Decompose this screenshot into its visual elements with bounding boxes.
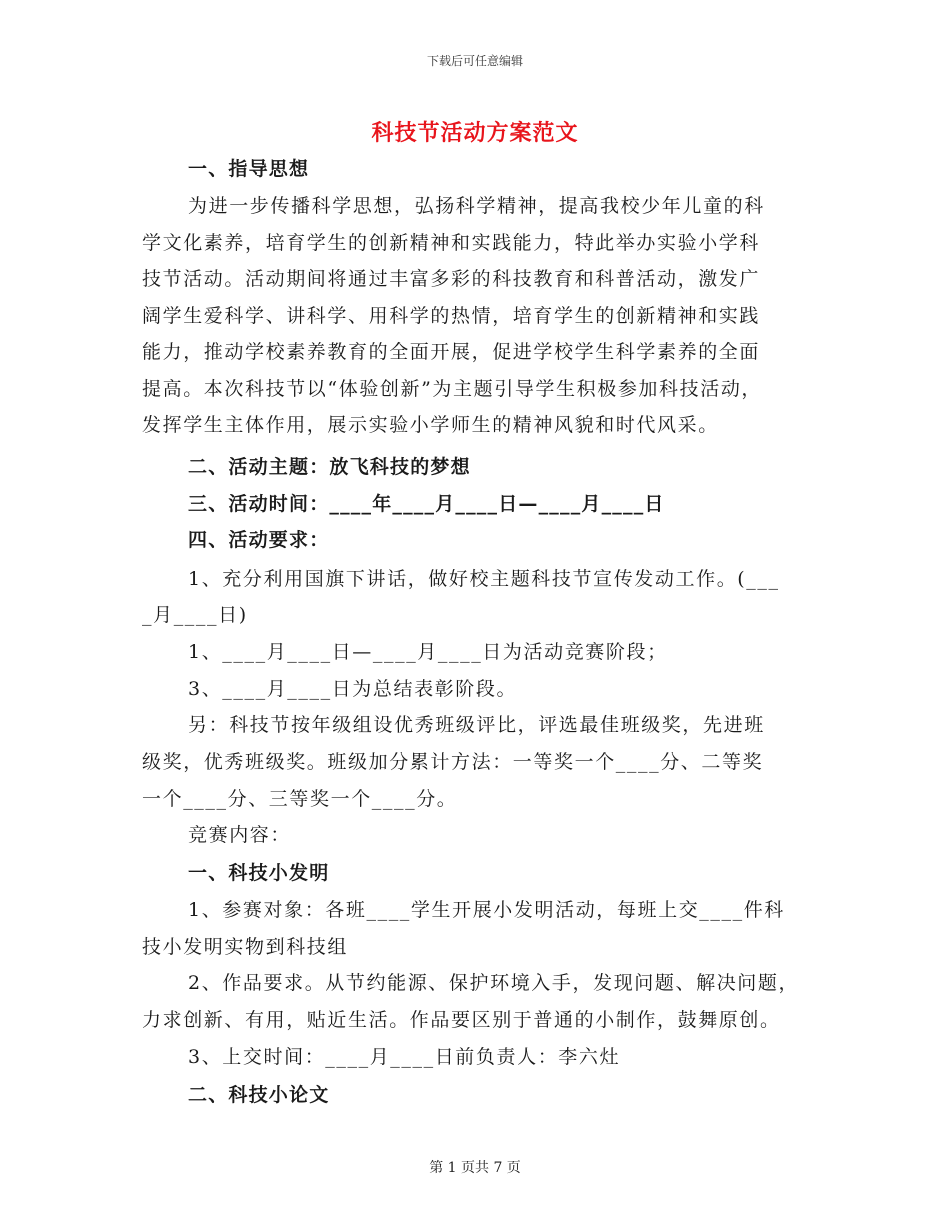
paragraph-line: 另：科技节按年级组设优秀班级评比，评选最佳班级奖，先进班	[188, 714, 765, 736]
paragraph-line: 技小发明实物到科技组	[142, 936, 349, 958]
requirement-line: _月____日)	[142, 604, 248, 626]
paragraph-line: 提高。本次科技节以“体验创新”为主题引导学生积极参加科技活动，	[142, 378, 763, 400]
paragraph-line: 1、参赛对象：各班____学生开展小发明活动，每班上交____件科	[188, 899, 785, 921]
paragraph-line: 技节活动。活动期间将通过丰富多彩的科技教育和科普活动，激发广	[142, 268, 761, 290]
paragraph-line: 一个____分、三等奖一个____分。	[142, 788, 458, 810]
paragraph-line: 发挥学生主体作用，展示实验小学师生的精神风貌和时代风采。	[142, 414, 719, 436]
page-header-note: 下载后可任意编辑	[426, 54, 523, 68]
paragraph-line: 级奖，优秀班级奖。班级加分累计方法：一等奖一个____分、二等奖	[142, 751, 764, 773]
paragraph-line: 3、上交时间：____月____日前负责人：李六灶	[188, 1046, 621, 1068]
section-heading-invention: 一、科技小发明	[188, 862, 330, 884]
section-heading-requirements: 四、活动要求：	[188, 529, 330, 551]
paragraph-line: 2、作品要求。从节约能源、保护环境入手，发现问题、解决问题，	[188, 972, 800, 994]
paragraph-line: 能力，推动学校素养教育的全面开展，促进学校学生科学素养的全面	[142, 341, 761, 363]
paragraph-line: 学文化素养，培育学生的创新精神和实践能力，特此举办实验小学科	[142, 232, 761, 254]
document-title: 科技节活动方案范文	[371, 120, 579, 146]
page-footer: 第 1 页共 7 页	[429, 1160, 521, 1176]
section-heading-theme: 二、活动主题：放飞科技的梦想	[188, 456, 471, 478]
competition-content-label: 竞赛内容：	[188, 824, 292, 846]
section-heading-paper: 二、科技小论文	[188, 1084, 330, 1106]
paragraph-line: 力求创新、有用，贴近生活。作品要区别于普通的小制作，鼓舞原创。	[142, 1009, 781, 1031]
section-heading-time: 三、活动时间：____年____月____日—____月____日	[188, 493, 665, 515]
requirement-line: 3、____月____日为总结表彰阶段。	[188, 678, 518, 700]
paragraph-line: 为进一步传播科学思想，弘扬科学精神，提高我校少年儿童的科	[188, 195, 765, 217]
section-heading-guiding-thought: 一、指导思想	[188, 158, 310, 180]
requirement-line: 1、____月____日—____月____日为活动竞赛阶段；	[188, 641, 668, 663]
requirement-line: 1、充分利用国旗下讲话，做好校主题科技节宣传发动工作。(___	[188, 568, 780, 590]
paragraph-line: 阔学生爱科学、讲科学、用科学的热情，培育学生的创新精神和实践	[142, 305, 761, 327]
